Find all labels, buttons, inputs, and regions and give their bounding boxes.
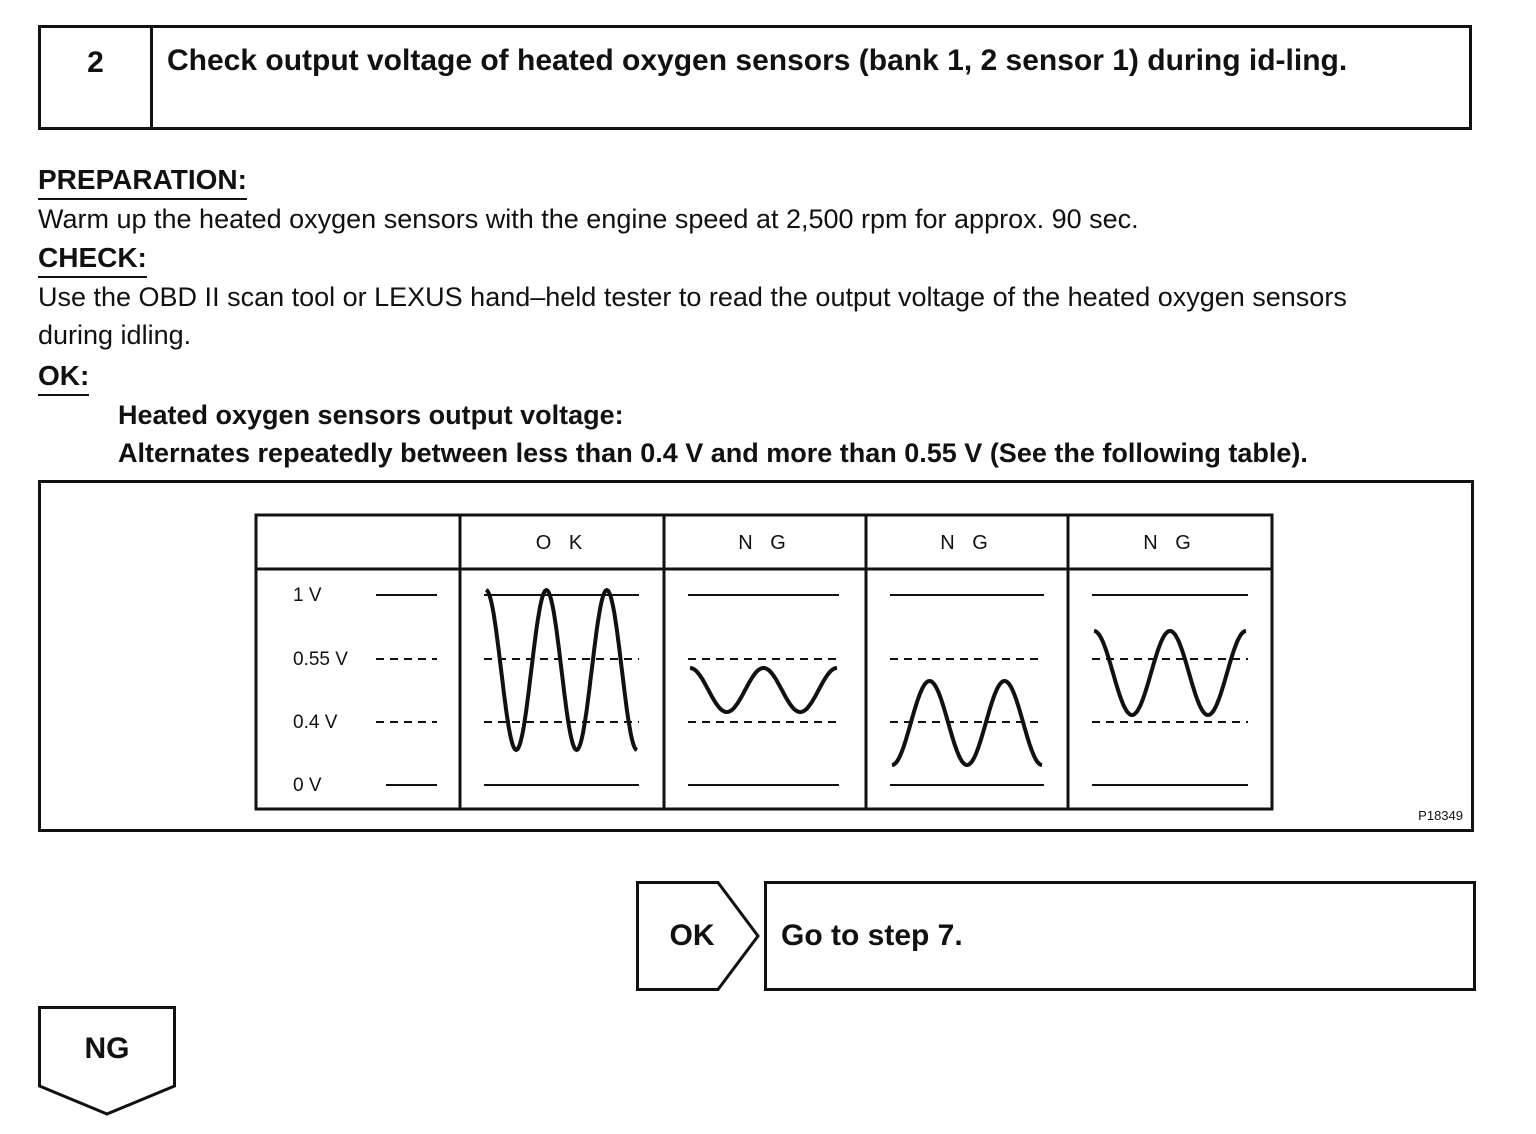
step-header — [38, 25, 1472, 130]
voltage-waveform-figure — [38, 480, 1474, 832]
label-0v: 0 V — [293, 775, 322, 796]
ok-action-box — [764, 881, 1476, 991]
ok-heading: OK: — [38, 360, 89, 396]
label-1v: 1 V — [293, 585, 322, 606]
ok-criteria-line2: Alternates repeatedly between less than 0.4 V and more than 0.55 V (See the following table). — [118, 438, 1308, 468]
column-header-ng-3: N G — [1143, 532, 1197, 554]
figure-code: P18349 — [1418, 808, 1463, 823]
ng-waveform-high — [1094, 631, 1246, 715]
column-header-ng-2: N G — [940, 532, 994, 554]
check-text-line2: during idling. — [38, 320, 192, 350]
label-0-55v: 0.55 V — [293, 649, 348, 670]
column-header-ok: O K — [535, 532, 589, 554]
waveform-table — [41, 483, 1471, 829]
preparation-heading: PREPARATION: — [38, 164, 247, 200]
ok-action-text: Go to step 7. — [781, 919, 963, 952]
ng-waveform-low-amplitude — [690, 668, 837, 712]
step-number: 2 — [41, 28, 153, 127]
check-text-line1: Use the OBD II scan tool or LEXUS hand–held tester to read the output voltage of the heated oxygen sensors — [38, 282, 1347, 312]
ok-criteria-line1: Heated oxygen sensors output voltage: — [118, 400, 624, 430]
ok-waveform — [486, 590, 637, 750]
check-heading: CHECK: — [38, 242, 147, 278]
table-border — [256, 515, 1272, 809]
preparation-text: Warm up the heated oxygen sensors with the engine speed at 2,500 rpm for approx. 90 sec. — [38, 204, 1139, 234]
label-0-4v: 0.4 V — [293, 712, 338, 733]
step-title: Check output voltage of heated oxygen sensors (bank 1, 2 sensor 1) during id-ling. — [167, 44, 1348, 77]
column-header-ng-1: N G — [738, 532, 792, 554]
ng-result-label: NG — [84, 1032, 130, 1065]
ok-result-label: OK — [669, 919, 715, 952]
